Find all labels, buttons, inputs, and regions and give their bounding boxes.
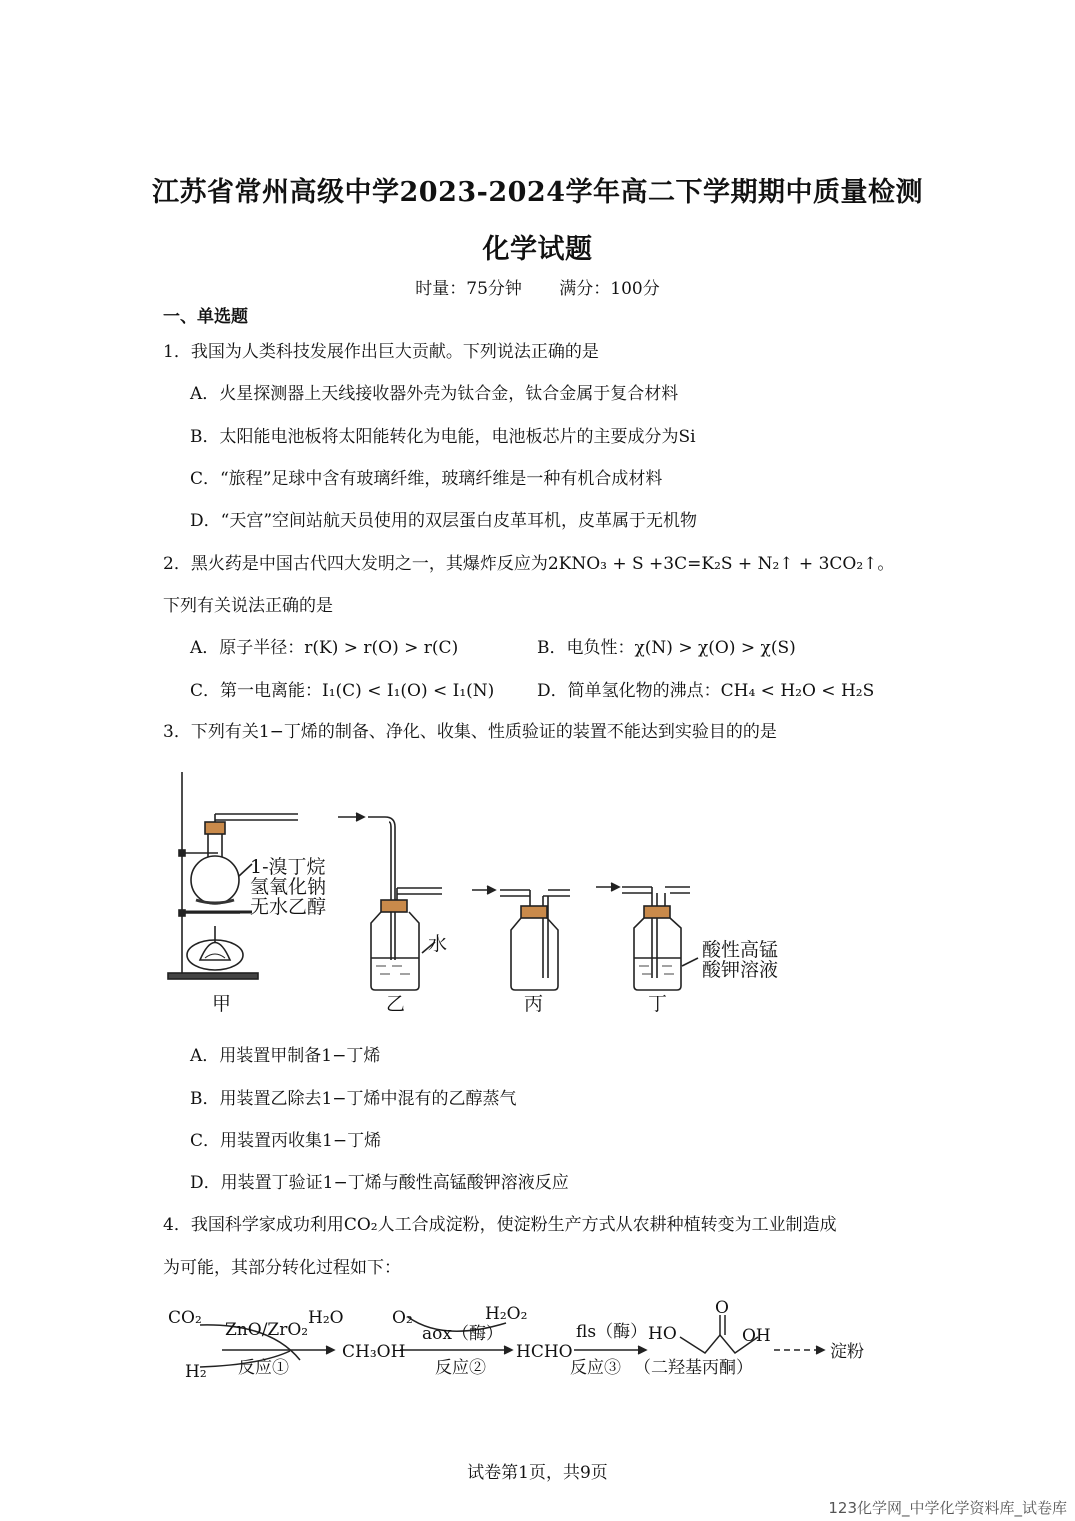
section-heading: 一、单选题 <box>163 307 248 327</box>
q2-stem: 2．黑火药是中国古代四大发明之一，其爆炸反应为2KNO₃ + S +3C=K₂S + N₂↑ + 3CO₂↑。 <box>163 554 895 574</box>
scheme-o2: O₂ <box>392 1308 413 1328</box>
scheme-dha: （二羟基丙酮） <box>634 1358 753 1378</box>
exam-time: 时量：75分钟 <box>415 279 522 299</box>
label-reagent-3: 无水乙醇 <box>250 896 327 918</box>
watermark: 123化学网_中学化学资料库_试卷库 <box>828 1499 1067 1517</box>
label-reagent-2: 氢氧化钠 <box>250 876 327 898</box>
scheme-cat2: aox（酶） <box>422 1324 503 1344</box>
scheme-oh: OH <box>742 1326 771 1346</box>
q2-stem-cont: 下列有关说法正确的是 <box>163 596 333 616</box>
q1-option-b: B．太阳能电池板将太阳能转化为电能，电池板芯片的主要成分为Si <box>190 427 696 447</box>
label-yi: 乙 <box>386 993 406 1015</box>
scheme-r2: 反应② <box>435 1358 486 1378</box>
q2-option-b: B．电负性：χ(N) > χ(O) > χ(S) <box>537 638 796 658</box>
q3-option-c: C．用装置丙收集1−丁烯 <box>190 1131 382 1151</box>
q1-option-d: D．“天宫”空间站航天员使用的双层蛋白皮革耳机，皮革属于无机物 <box>190 511 698 531</box>
q3-option-d: D．用装置丁验证1−丁烯与酸性高锰酸钾溶液反应 <box>190 1173 569 1193</box>
q4-stem: 4．我国科学家成功利用CO₂人工合成淀粉，使淀粉生产方式从农耕种植转变为工业制造成 <box>163 1215 837 1235</box>
q2-option-c: C．第一电离能：I₁(C) < I₁(O) < I₁(N) <box>190 681 495 701</box>
page-title: 江苏省常州高级中学2023-2024学年高二下学期期中质量检测 <box>152 177 923 208</box>
label-ding: 丁 <box>648 993 668 1015</box>
label-bing: 丙 <box>524 993 544 1015</box>
q2-option-a: A．原子半径：r(K) > r(O) > r(C) <box>190 638 459 658</box>
scheme-cat3: fls（酶） <box>576 1322 648 1342</box>
scheme-starch: 淀粉 <box>830 1342 864 1362</box>
label-water: 水 <box>428 933 448 955</box>
q3-stem: 3．下列有关1−丁烯的制备、净化、收集、性质验证的装置不能达到实验目的的是 <box>163 722 777 742</box>
q3-option-b: B．用装置乙除去1−丁烯中混有的乙醇蒸气 <box>190 1089 517 1109</box>
label-kmno4-2: 酸钾溶液 <box>702 959 779 981</box>
scheme-h2o: H₂O <box>308 1308 344 1328</box>
reaction-scheme <box>160 1295 900 1395</box>
scheme-r3: 反应③ <box>570 1358 621 1378</box>
scheme-r1: 反应① <box>238 1358 289 1378</box>
page-subtitle: 化学试题 <box>482 234 593 265</box>
page-footer: 试卷第1页，共9页 <box>467 1463 608 1483</box>
scheme-cat1: ZnO/ZrO₂ <box>225 1320 309 1340</box>
scheme-ho: HO <box>648 1324 677 1344</box>
label-reagent-1: 1-溴丁烷 <box>250 856 326 878</box>
scheme-h2: H₂ <box>185 1362 207 1382</box>
scheme-hcho: HCHO <box>516 1342 573 1362</box>
q1-option-c: C．“旅程”足球中含有玻璃纤维，玻璃纤维是一种有机合成材料 <box>190 469 663 489</box>
exam-meta <box>0 274 1075 299</box>
label-jia: 甲 <box>212 993 232 1015</box>
exam-score: 满分：100分 <box>559 279 660 299</box>
scheme-o: O <box>715 1298 729 1318</box>
scheme-ch3oh: CH₃OH <box>342 1342 406 1362</box>
label-kmno4-1: 酸性高锰 <box>702 939 779 961</box>
q1-option-a: A．火星探测器上天线接收器外壳为钛合金，钛合金属于复合材料 <box>190 384 679 404</box>
q2-option-d: D．简单氢化物的沸点：CH₄ < H₂O < H₂S <box>537 681 875 701</box>
q4-stem-cont: 为可能，其部分转化过程如下： <box>163 1258 401 1278</box>
scheme-co2: CO₂ <box>168 1308 202 1328</box>
q3-option-a: A．用装置甲制备1−丁烯 <box>190 1046 381 1066</box>
q1-stem: 1．我国为人类科技发展作出巨大贡献。下列说法正确的是 <box>163 342 599 362</box>
apparatus-diagram <box>160 760 800 1020</box>
scheme-h2o2: H₂O₂ <box>485 1304 528 1324</box>
